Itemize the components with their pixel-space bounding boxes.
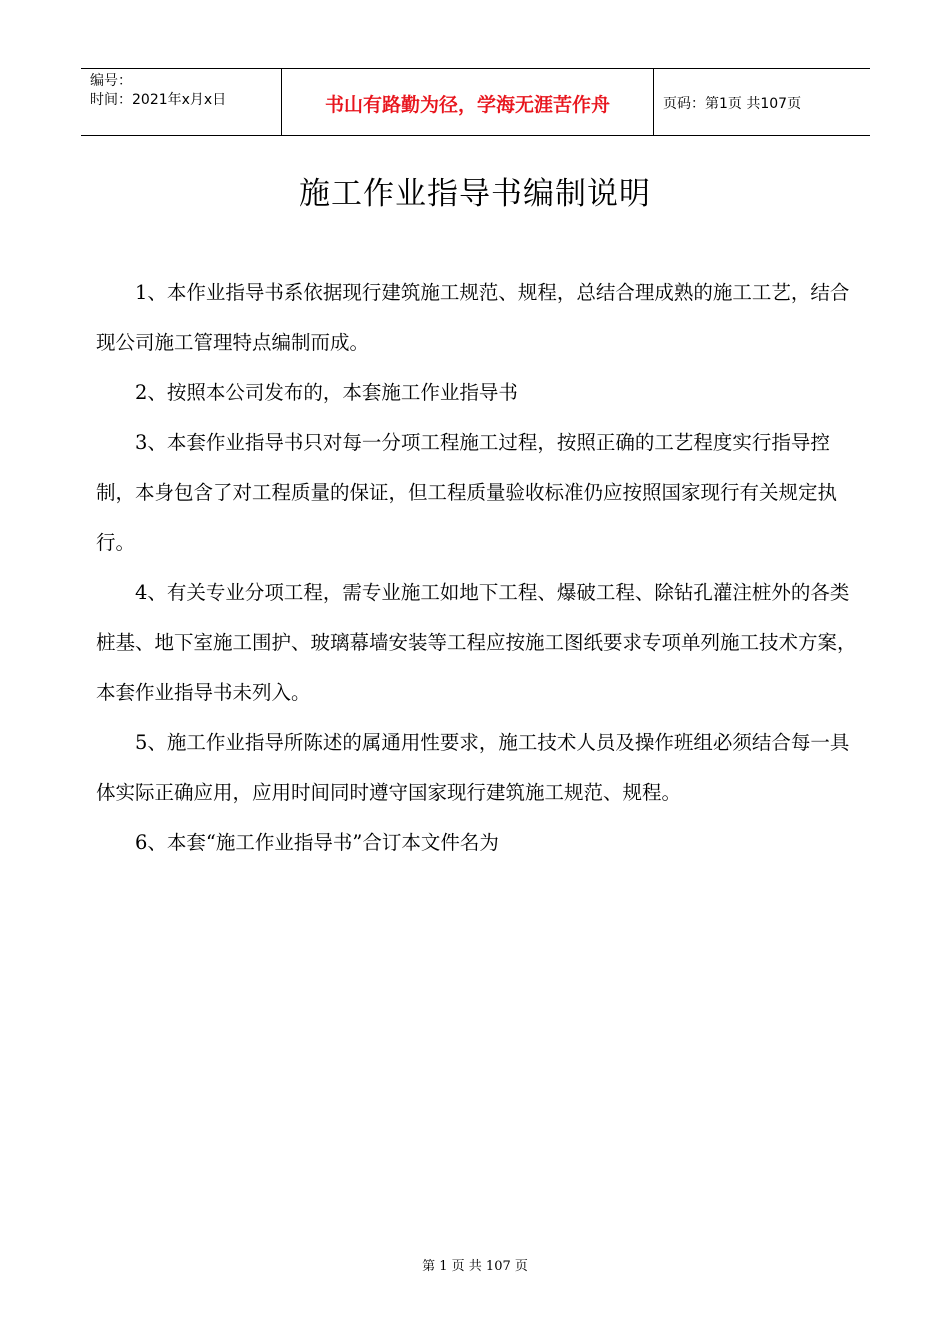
page-header (81, 68, 870, 136)
page-footer: 第 1 页 共 107 页 (422, 1259, 528, 1274)
document-body (96, 268, 866, 868)
paragraph-4: 4、有关专业分项工程，需专业施工如地下工程、爆破工程、除钻孔灌注桩外的各类桩基、地下室施工围护、玻璃幕墙安装等工程应按施工图纸要求专项单列施工技术方案，本套作业指导书未列入。 (96, 581, 857, 704)
document-title: 施工作业指导书编制说明 (299, 176, 651, 212)
paragraph-3: 3、本套作业指导书只对每一分项工程施工过程，按照正确的工艺程度实行指导控制，本身包含了对工程质量的保证，但工程质量验收标准仍应按照国家现行有关规定执行。 (96, 431, 838, 554)
paragraph-2: 2、按照本公司发布的，本套施工作业指导书 (135, 381, 518, 404)
header-motto: 书山有路勤为径，学海无涯苦作舟 (281, 69, 654, 135)
document-date: 时间：2021年x月x日 (90, 92, 227, 108)
header-page-info: 页码：第1页 共107页 (663, 96, 802, 112)
paragraph-5: 5、施工作业指导所陈述的属通用性要求，施工技术人员及操作班组必须结合每一具体实际正确应用，应用时间同时遵守国家现行建筑施工规范、规程。 (96, 731, 850, 804)
header-meta (81, 69, 281, 135)
paragraph-1: 1、本作业指导书系依据现行建筑施工规范、规程，总结合理成熟的施工工艺，结合现公司施工管理特点编制而成。 (96, 281, 850, 354)
document-number-label: 编号： (90, 73, 132, 89)
paragraph-6: 6、本套“施工作业指导书”合订本文件名为 (135, 831, 499, 854)
